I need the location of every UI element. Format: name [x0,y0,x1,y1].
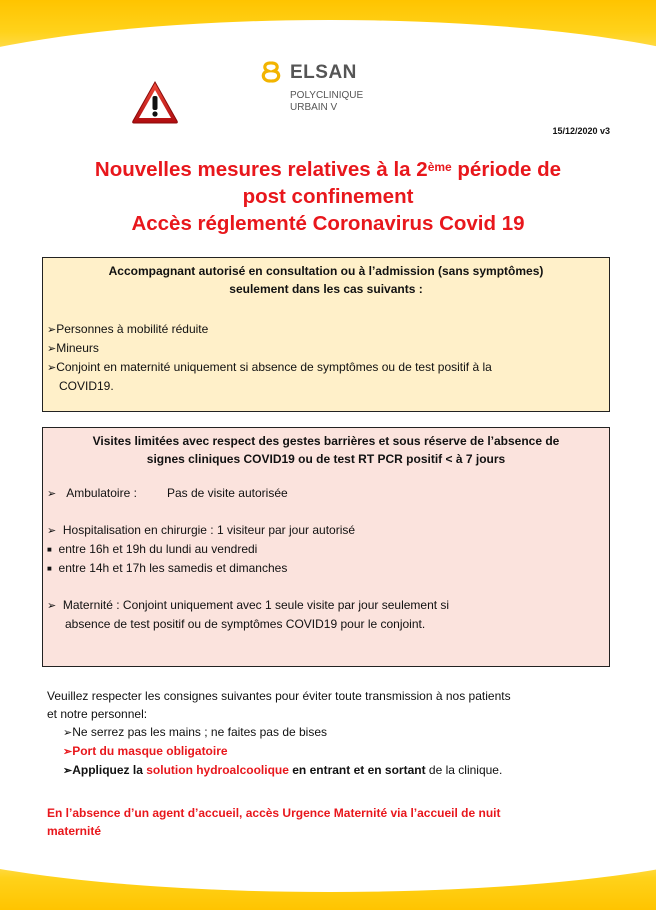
ambulatoire-item [43,484,609,503]
arrow-bullet-icon: ➢ [63,727,73,739]
list-item [43,358,609,377]
maternite-text-line1: Maternité : Conjoint uniquement avec 1 seule visite par jour seulement si [62,598,450,612]
consigne-item [47,742,617,761]
logo-sub-line1: POLYCLINIQUE [290,90,364,101]
footer-note-line1: En l’absence d’un agent d’accueil, accès Urgence Maternité via l’accueil de nuit [47,806,501,820]
list-item [43,320,609,339]
arrow-bullet-icon: ➢ [63,746,73,758]
consigne-item-text: Ne serrez pas les mains ; ne faites pas de bises [72,725,328,739]
title-superscript: ème [427,160,452,174]
arrow-bullet-icon: ➢ [47,525,57,537]
hospitalisation-subitem [43,540,609,559]
arrow-bullet-icon: ➢ [63,765,73,777]
visites-heading-line2: signes cliniques COVID19 ou de test RT PCR positif < à 7 jours [146,452,506,466]
arrow-bullet-icon: ➢ [47,324,57,336]
title-line2: post confinement [242,185,414,208]
maternite-text-line2: absence de test positif ou de symptômes COVID19 pour le conjoint. [65,617,426,631]
elsan-logo-mark-icon [258,60,284,86]
consignes-intro-line2: et notre personnel: [47,707,148,721]
title-line1-part: période de [451,158,562,181]
page-title [30,156,626,237]
hospitalisation-subitem [43,559,609,578]
consigne-item-text: Port du masque obligatoire [72,744,228,758]
consignes-section [47,687,617,780]
logo-sub-line2: URBAIN V [290,102,338,113]
title-line1-part: Nouvelles mesures relatives à la 2 [94,158,428,181]
consignes-intro-line1: Veuillez respecter les consignes suivantes pour éviter toute transmission à nos patients [47,689,511,703]
list-item-text: Mineurs [56,341,99,355]
visites-heading-line1: Visites limitées avec respect des gestes barrières et sous réserve de l’absence de [92,434,560,448]
arrow-bullet-icon: ➢ [47,343,57,355]
square-bullet-icon: ■ [47,545,52,554]
accompagnant-heading [55,262,597,298]
list-item-continuation: COVID19. [59,379,114,393]
footer-note [47,804,607,840]
title-line1 [30,156,626,183]
hospitalisation-subitem-text: entre 14h et 17h les samedis et dimanches [58,561,288,575]
list-item-text: Personnes à mobilité réduite [56,322,209,336]
accompagnant-heading-line2: seulement dans les cas suivants : [229,282,423,296]
list-item [43,339,609,358]
hospitalisation-item [43,521,609,540]
consigne-item-text: en entrant et en sortant [288,763,426,777]
hospitalisation-text: Hospitalisation en chirurgie : 1 visiteur par jour autorisé [62,523,356,537]
ambulatoire-label: Ambulatoire : [66,486,137,500]
accompagnant-heading-line1: Accompagnant autorisé en consultation ou à l’admission (sans symptômes) [108,264,544,278]
square-bullet-icon: ■ [47,564,52,573]
consigne-highlight: solution hydroalcoolique [146,763,289,777]
consigne-item-text: Appliquez la [72,763,147,777]
arrow-bullet-icon: ➢ [47,488,57,500]
logo-name: ELSAN [290,62,357,83]
version-date: 15/12/2020 v3 [552,126,610,136]
list-item-text: Conjoint en maternité uniquement si absence de symptômes ou de test positif à la [56,360,492,374]
arrow-bullet-icon: ➢ [47,600,57,612]
accompagnant-box [42,257,610,412]
consigne-item [47,723,617,742]
footer-note-line2: maternité [47,824,102,838]
logo-subtitle [290,90,363,114]
warning-triangle-icon [131,80,179,124]
title-line3: Accès réglementé Coronavirus Covid 19 [131,212,525,235]
visites-box [42,427,610,667]
consigne-item-text: de la clinique. [425,763,503,777]
arrow-bullet-icon: ➢ [47,362,57,374]
visites-heading [55,432,597,468]
ambulatoire-value: Pas de visite autorisée [166,486,288,500]
consigne-item [47,761,617,780]
maternite-item [43,596,609,615]
hospitalisation-subitem-text: entre 16h et 19h du lundi au vendredi [58,542,258,556]
